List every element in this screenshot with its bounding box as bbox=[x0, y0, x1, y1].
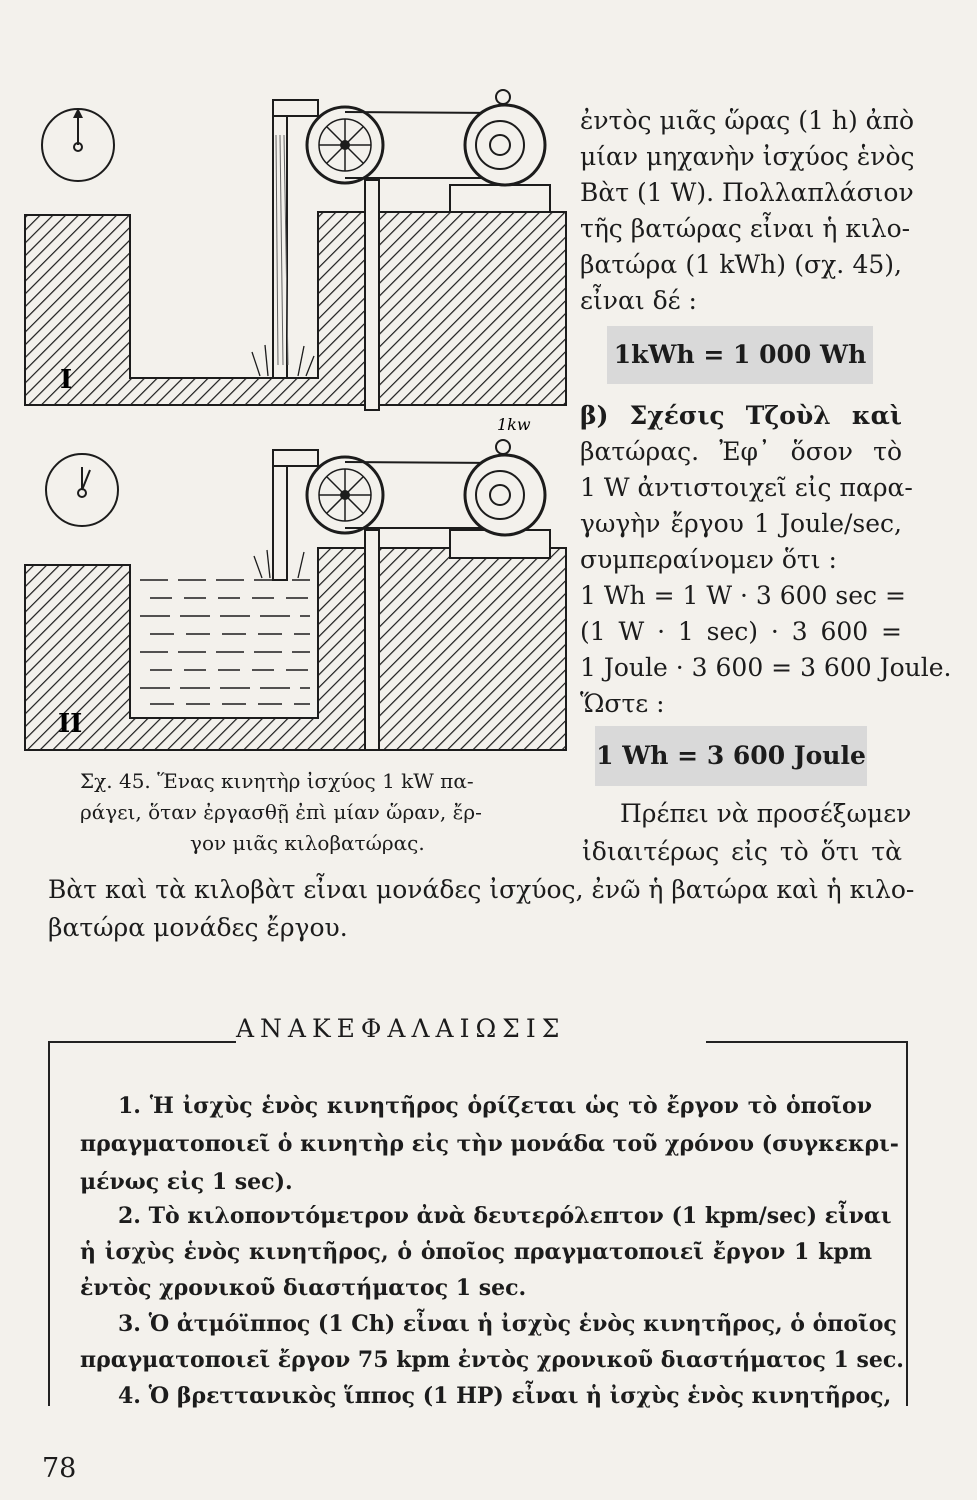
figure-label-top: I bbox=[60, 365, 73, 395]
body-line: ἐντὸς μιᾶς ὥρας (1 h) ἀπὸ bbox=[580, 106, 915, 135]
recap-point: ἐντὸς χρονικοῦ διαστήματος 1 sec. bbox=[80, 1275, 527, 1301]
power-label: 1kw bbox=[497, 415, 531, 434]
equation-box-kwh: 1kWh = 1 000 Wh bbox=[607, 326, 873, 384]
body-line: μίαν μηχανὴν ἰσχύος ἑνὸς bbox=[580, 142, 915, 171]
body-line: Βὰτ καὶ τὰ κιλοβὰτ εἶναι μονάδες ἰσχύος, ἐνῶ ἡ βατώρα καὶ ἡ κιλο- bbox=[48, 875, 915, 904]
caption-line: Σχ. 45. Ἕνας κινητὴρ ἰσχύος 1 kW πα- bbox=[80, 769, 474, 793]
page-number: 78 bbox=[42, 1453, 77, 1484]
equation-line: 1 Joule · 3 600 = 3 600 Joule. bbox=[580, 653, 952, 682]
scene-bottom bbox=[25, 415, 566, 750]
pump-figure bbox=[0, 80, 580, 850]
clock-icon bbox=[42, 108, 114, 181]
recap-point: 3. Ὁ ἀτμόϊππος (1 Ch) εἶναι ἡ ἰσχὺς ἑνὸς κινητῆρος, ὁ ὁποῖος bbox=[118, 1311, 897, 1337]
body-line: Πρέπει νὰ προσέξωμεν bbox=[620, 799, 912, 828]
recap-point: ἡ ἰσχὺς ἑνὸς κινητῆρος, ὁ ὁποῖος πραγματοποιεῖ ἔργον 1 kpm bbox=[80, 1239, 872, 1265]
body-line: εἶναι δέ : bbox=[580, 286, 697, 315]
body-line: γωγὴν ἔργου 1 Joule/sec, bbox=[580, 509, 902, 538]
body-line: βατώρα μονάδες ἔργου. bbox=[48, 913, 348, 942]
body-line: Ὥστε : bbox=[580, 689, 665, 718]
caption-line: ράγει, ὅταν ἐργασθῇ ἐπὶ μίαν ὥραν, ἔρ- bbox=[80, 800, 482, 824]
recap-point: πραγματοποιεῖ ὁ κινητὴρ εἰς τὴν μονάδα τοῦ χρόνου (συγκεκρι- bbox=[80, 1131, 899, 1157]
section-heading: β) Σχέσις Τζοὺλ καὶ bbox=[580, 401, 902, 430]
recap-point: 1. Ἡ ἰσχὺς ἑνὸς κινητῆρος ὁρίζεται ὡς τὸ ἔργον τὸ ὁποῖον bbox=[118, 1093, 872, 1119]
recap-point: πραγματοποιεῖ ἔργον 75 kpm ἐντὸς χρονικοῦ διαστήματος 1 sec. bbox=[80, 1347, 904, 1373]
clock-icon bbox=[46, 454, 118, 526]
equation-line: (1 W · 1 sec) · 3 600 = bbox=[580, 617, 902, 646]
body-line: βατώρα (1 kWh) (σχ. 45), bbox=[580, 250, 902, 279]
recap-point: 4. Ὁ βρεττανικὸς ἵππος (1 HP) εἶναι ἡ ἰσχὺς ἑνὸς κινητῆρος, bbox=[118, 1383, 892, 1409]
equation-box-joule: 1 Wh = 3 600 Joule bbox=[595, 726, 867, 786]
figure-label-bottom: II bbox=[58, 709, 83, 739]
body-line: ἰδιαιτέρως εἰς τὸ ὅτι τὰ bbox=[582, 837, 902, 866]
recap-title: ΑΝΑΚΕΦΑΛΑΙΩΣΙΣ bbox=[236, 1014, 566, 1043]
body-line: συμπεραίνομεν ὅτι : bbox=[580, 545, 837, 574]
body-line: Βὰτ (1 W). Πολλαπλάσιον bbox=[580, 178, 914, 207]
recap-point: 2. Τὸ κιλοποντόμετρον ἀνὰ δευτερόλεπτον (1 kpm/sec) εἶναι bbox=[118, 1203, 892, 1229]
body-line: τῆς βατώρας εἶναι ἡ κιλο- bbox=[580, 214, 911, 243]
equation-line: 1 Wh = 1 W · 3 600 sec = bbox=[580, 581, 906, 610]
body-line: βατώρας. Ἐφ᾽ ὅσον τὸ bbox=[580, 437, 902, 466]
scene-top bbox=[25, 90, 566, 410]
body-line: 1 W ἀντιστοιχεῖ εἰς παρα- bbox=[580, 473, 913, 502]
caption-line: γον μιᾶς κιλοβατώρας. bbox=[190, 831, 425, 855]
figure-caption bbox=[80, 766, 500, 859]
recap-point: μένως εἰς 1 sec). bbox=[80, 1169, 293, 1195]
